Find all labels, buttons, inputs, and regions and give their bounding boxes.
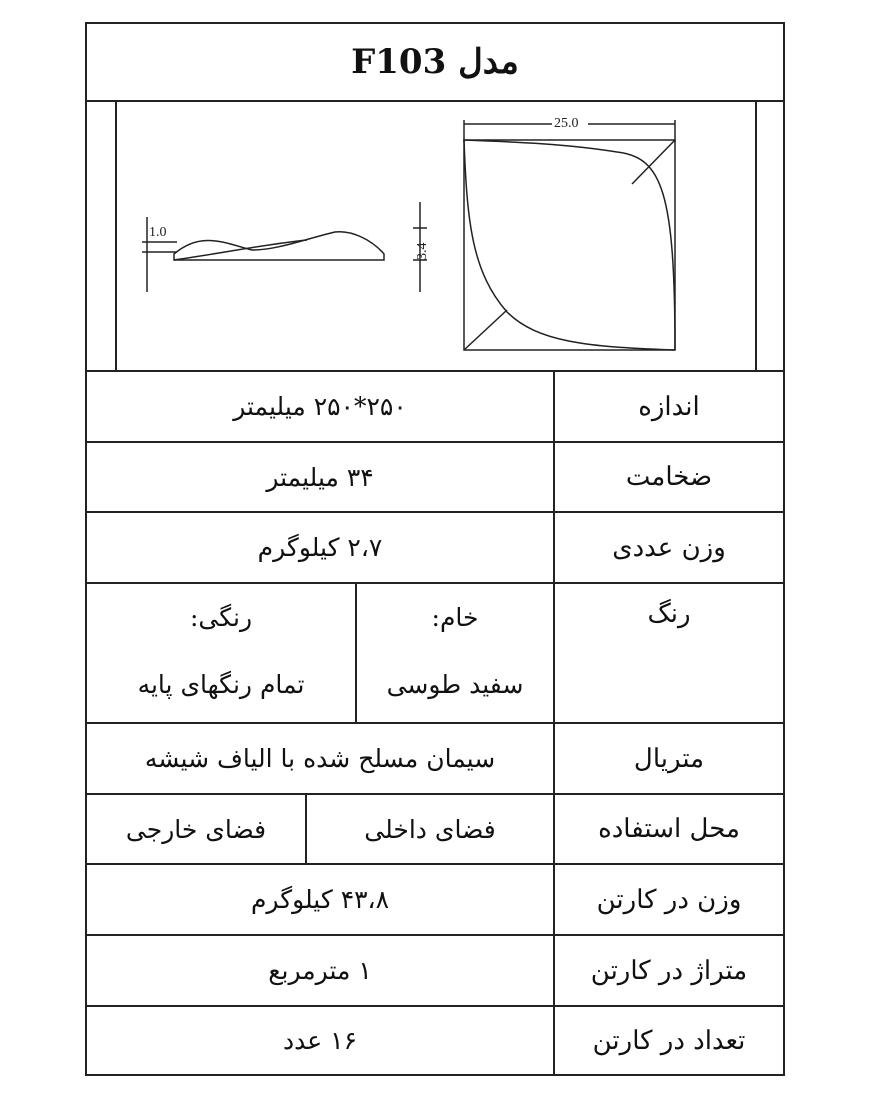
carton-count-value: ۱۶ عدد: [283, 1026, 357, 1055]
depth-dim-label: 1.0: [149, 225, 167, 240]
raw-color-value: سفید طوسی: [386, 669, 524, 699]
color-label: رنگ: [647, 599, 691, 629]
size-value: ۲۵۰*۲۵۰ میلیمتر: [233, 392, 407, 421]
carton-weight-value: ۴۳،۸ کیلوگرم: [250, 885, 390, 914]
front-view: [464, 120, 675, 350]
usage-outdoor: فضای خارجی: [125, 814, 267, 844]
model-title: مدل F103: [351, 42, 519, 82]
colored-title: رنگی:: [189, 602, 253, 632]
size-label: اندازه: [638, 391, 700, 422]
side-profile: [142, 202, 427, 292]
carton-area-value: ۱ مترمربع: [268, 956, 372, 985]
thickness-label: ضخامت: [625, 462, 713, 492]
usage-label: محل استفاده: [598, 814, 740, 844]
width-dim-label: 25.0: [554, 116, 579, 131]
material-value: سیمان مسلح شده با الیاف شیشه: [144, 744, 496, 773]
height-dim-label: 3.4: [415, 242, 430, 260]
thickness-value: ۳۴ میلیمتر: [266, 462, 374, 492]
spec-sheet: [85, 22, 785, 1076]
tile-technical-drawing: [87, 102, 783, 372]
material-label: متریال: [633, 743, 705, 774]
unit-weight-label: وزن عددی: [612, 532, 726, 563]
raw-color-title: خام:: [431, 602, 479, 632]
carton-weight-label: وزن در کارتن: [596, 884, 742, 915]
carton-area-label: متراژ در کارتن: [590, 955, 748, 986]
carton-count-label: تعداد در کارتن: [592, 1025, 746, 1056]
usage-indoor: فضای داخلی: [364, 814, 496, 844]
unit-weight-value: ۲،۷ کیلوگرم: [257, 533, 383, 562]
colored-value: تمام رنگهای پایه: [137, 669, 305, 699]
